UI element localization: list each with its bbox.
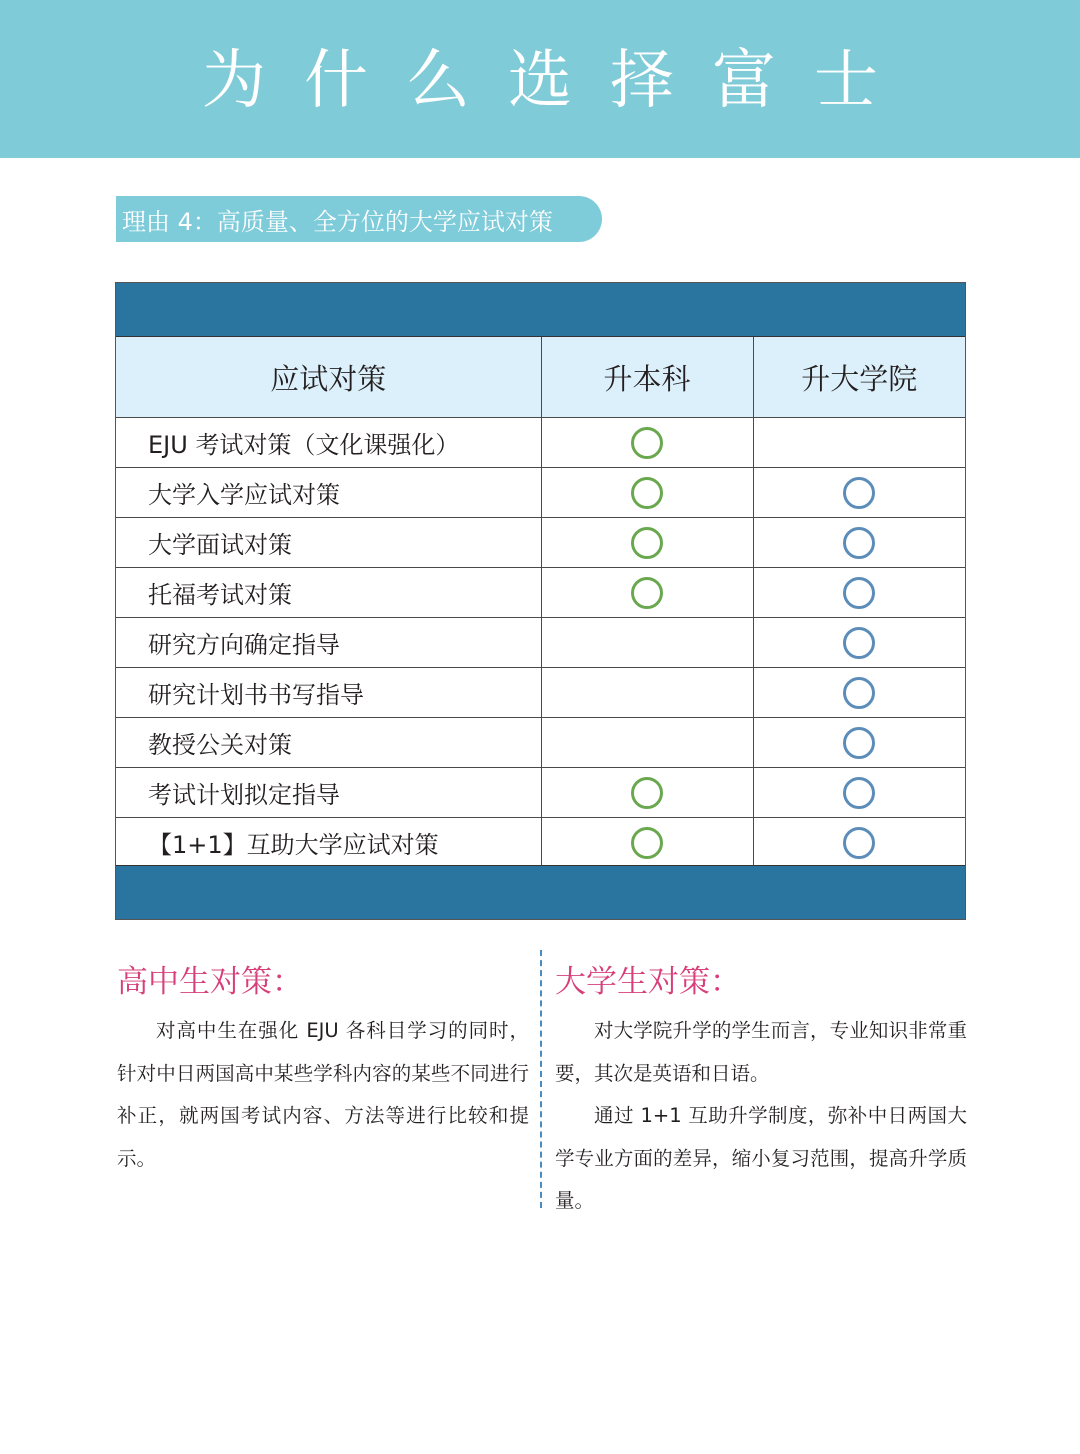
strategy-item: 大学入学应试对策: [116, 468, 541, 518]
strategy-item: 研究计划书书写指导: [116, 668, 541, 718]
undergrad-cell: [541, 718, 753, 768]
graduate-check-circle-icon: [843, 777, 875, 809]
strategy-item: 研究方向确定指导: [116, 618, 541, 668]
strategy-grid: [116, 337, 965, 868]
high-school-heading: 高中生对策：: [117, 964, 303, 1000]
page-title: 为什么选择富士: [202, 44, 916, 118]
column-divider: [540, 950, 542, 1208]
graduate-cell: [753, 468, 965, 518]
header-graduate: 升大学院: [753, 337, 965, 418]
graduate-check-circle-icon: [843, 477, 875, 509]
undergrad-cell: [541, 618, 753, 668]
table-bottom-bar: [116, 865, 965, 919]
high-school-section: [117, 960, 529, 1180]
table-row: [116, 418, 965, 468]
strategy-item: 考试计划拟定指导: [116, 768, 541, 818]
high-school-text: 对高中生在强化 EJU 各科目学习的同时，针对中日两国高中某些学科内容的某些不同进行补正，就两国考试内容、方法等进行比较和提示。: [117, 1019, 529, 1170]
undergrad-check-circle-icon: [631, 477, 663, 509]
university-section: [555, 960, 967, 1223]
graduate-check-circle-icon: [843, 727, 875, 759]
strategy-table: [115, 282, 966, 920]
table-row: [116, 668, 965, 718]
table-row: [116, 768, 965, 818]
undergrad-cell: [541, 568, 753, 618]
graduate-cell: [753, 518, 965, 568]
table-row: [116, 618, 965, 668]
graduate-check-circle-icon: [843, 577, 875, 609]
table-row: [116, 718, 965, 768]
undergrad-cell: [541, 668, 753, 718]
graduate-cell: [753, 718, 965, 768]
undergrad-cell: [541, 768, 753, 818]
header-undergrad: 升本科: [541, 337, 753, 418]
undergrad-cell: [541, 518, 753, 568]
strategy-item: EJU 考试对策（文化课强化）: [116, 418, 541, 468]
strategy-item: 【1+1】互助大学应试对策: [116, 818, 541, 868]
table-row: [116, 568, 965, 618]
graduate-cell: [753, 418, 965, 468]
table-row: [116, 518, 965, 568]
undergrad-check-circle-icon: [631, 427, 663, 459]
graduate-check-circle-icon: [843, 827, 875, 859]
undergrad-check-circle-icon: [631, 527, 663, 559]
graduate-check-circle-icon: [843, 627, 875, 659]
undergrad-cell: [541, 468, 753, 518]
header-strategy: 应试对策: [116, 337, 541, 418]
graduate-cell: [753, 668, 965, 718]
graduate-cell: [753, 618, 965, 668]
graduate-cell: [753, 568, 965, 618]
table-header-row: [116, 337, 965, 418]
university-text-2: 通过 1+1 互助升学制度，弥补中日两国大学专业方面的差异，缩小复习范围，提高升学质量。: [555, 1104, 967, 1212]
strategy-item: 托福考试对策: [116, 568, 541, 618]
undergrad-cell: [541, 418, 753, 468]
graduate-check-circle-icon: [843, 677, 875, 709]
table-row: [116, 468, 965, 518]
header-banner: [0, 0, 1080, 158]
undergrad-cell: [541, 818, 753, 868]
strategy-item: 大学面试对策: [116, 518, 541, 568]
university-text-1: 对大学院升学的学生而言，专业知识非常重要，其次是英语和日语。: [555, 1019, 967, 1085]
table-row: [116, 818, 965, 868]
strategy-item: 教授公关对策: [116, 718, 541, 768]
undergrad-check-circle-icon: [631, 827, 663, 859]
reason-label: 理由 4：高质量、全方位的大学应试对策: [122, 207, 553, 236]
undergrad-check-circle-icon: [631, 777, 663, 809]
table-top-bar: [116, 283, 965, 337]
graduate-cell: [753, 768, 965, 818]
university-heading: 大学生对策：: [555, 964, 741, 1000]
reason-badge: [116, 196, 602, 242]
graduate-check-circle-icon: [843, 527, 875, 559]
graduate-cell: [753, 818, 965, 868]
undergrad-check-circle-icon: [631, 577, 663, 609]
